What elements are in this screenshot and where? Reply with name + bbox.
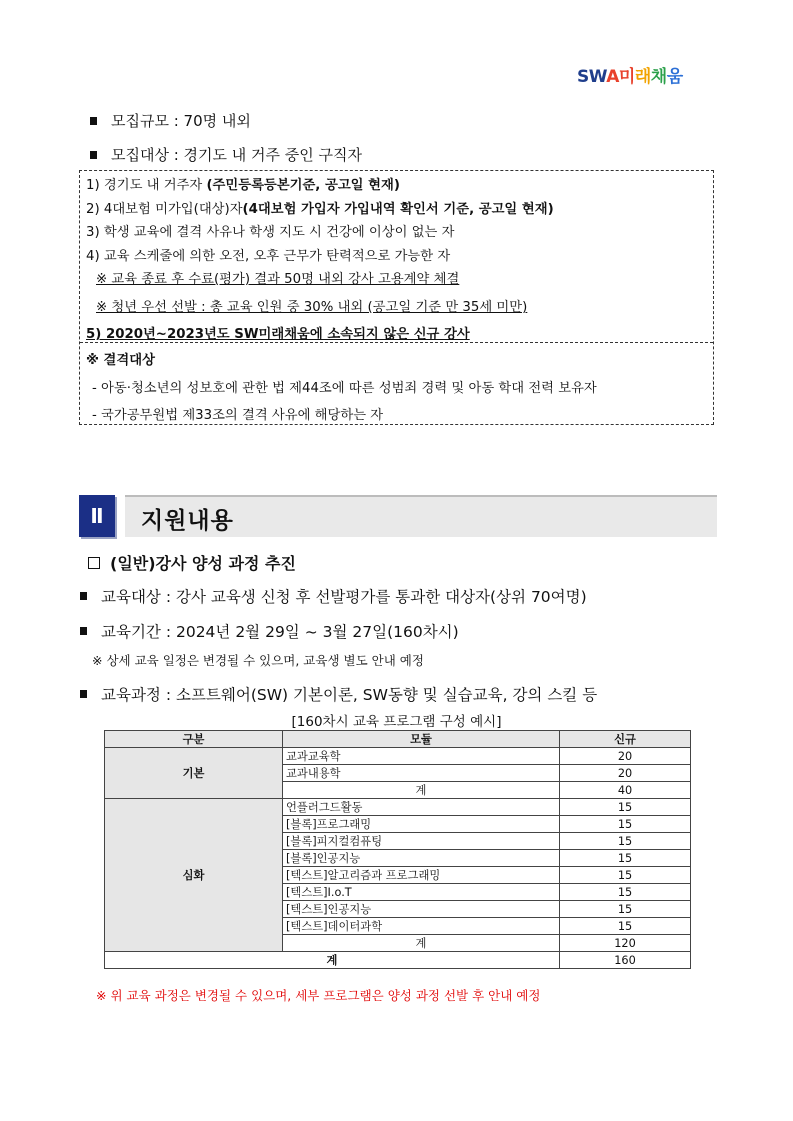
disqualification-item-1: - 아동·청소년의 성보호에 관한 법 제44조에 따른 성범죄 경력 및 아동 학대 전력 보유자	[92, 381, 597, 396]
table-row: [블록]피지컬컴퓨팅 15	[105, 833, 691, 850]
total-row	[105, 952, 691, 969]
section-number: Ⅱ	[79, 495, 115, 537]
eligibility-divider	[80, 342, 713, 343]
recruit-scale: 모집규모 : 70명 내외	[90, 110, 251, 131]
header-module: 모듈	[283, 731, 560, 748]
category-advanced: 심화	[105, 799, 283, 952]
eligibility-box	[79, 170, 714, 425]
eligibility-item-3: 3) 학생 교육에 결격 사유나 학생 지도 시 건강에 이상이 없는 자	[86, 225, 455, 240]
table-row: 교과내용학 20	[105, 765, 691, 782]
subsection-heading: (일반)강사 양성 과정 추진	[88, 551, 296, 574]
table-caption: [160차시 교육 프로그램 구성 예시]	[291, 714, 502, 730]
subtotal-row: 계 40	[105, 782, 691, 799]
program-table	[104, 730, 691, 969]
eligibility-item-5: 5) 2020년~2023년도 SW미래채움에 소속되지 않은 신규 강사	[86, 327, 470, 342]
table-header-row	[105, 731, 691, 748]
recruit-target: 모집대상 : 경기도 내 거주 중인 구직자	[90, 144, 362, 165]
logo: SWA미래채움	[577, 67, 683, 87]
section-header	[79, 495, 717, 537]
edu-course: 교육과정 : 소프트웨어(SW) 기본이론, SW동향 및 실습교육, 강의 스킬 등	[80, 683, 597, 705]
table-row: [텍스트]알고리즘과 프로그래밍 15	[105, 867, 691, 884]
total-label: 계	[105, 952, 560, 969]
section-title: 지원내용	[141, 508, 234, 534]
total-value: 160	[560, 952, 691, 969]
bullet-icon	[80, 690, 87, 698]
footnote: ※ 위 교육 과정은 변경될 수 있으며, 세부 프로그램은 양성 과정 선발 후 안내 예정	[96, 988, 541, 1003]
table-row: 기본 교과교육학 20	[105, 748, 691, 765]
eligibility-note-2: ※ 청년 우선 선발 : 총 교육 인원 중 30% 내외 (공고일 기준 만 35세 미만)	[96, 300, 528, 315]
eligibility-note-1: ※ 교육 종료 후 수료(평가) 결과 50명 내외 강사 고용계약 체결	[96, 272, 460, 287]
bullet-icon	[90, 117, 97, 125]
bullet-icon	[90, 151, 97, 159]
disqualification-item-2: - 국가공무원법 제33조의 결격 사유에 해당하는 자	[92, 408, 384, 423]
bullet-icon	[80, 592, 87, 600]
subtotal-row: 계 120	[105, 935, 691, 952]
edu-target: 교육대상 : 강사 교육생 신청 후 선발평가를 통과한 대상자(상위 70여명)	[80, 585, 587, 607]
header-category: 구분	[105, 731, 283, 748]
table-row: [블록]프로그래밍 15	[105, 816, 691, 833]
category-basic: 기본	[105, 748, 283, 799]
checkbox-icon	[88, 557, 100, 569]
table-row: [텍스트]인공지능 15	[105, 901, 691, 918]
edu-period-note: ※ 상세 교육 일정은 변경될 수 있으며, 교육생 별도 안내 예정	[92, 653, 424, 668]
table-row: [블록]인공지능 15	[105, 850, 691, 867]
header-new: 신규	[560, 731, 691, 748]
eligibility-item-4: 4) 교육 스케줄에 의한 오전, 오후 근무가 탄력적으로 가능한 자	[86, 249, 451, 264]
table-row: 심화 언플러그드활동 15	[105, 799, 691, 816]
table-row: [텍스트]I.o.T 15	[105, 884, 691, 901]
bullet-icon	[80, 627, 87, 635]
table-row: [텍스트]데이터과학 15	[105, 918, 691, 935]
disqualification-title: ※ 결격대상	[86, 353, 155, 368]
eligibility-item-2: 2) 4대보험 미가입(대상)자(4대보험 가입자 가입내역 확인서 기준, 공고일 현재)	[86, 202, 554, 217]
eligibility-item-1: 1) 경기도 내 거주자 (주민등록등본기준, 공고일 현재)	[86, 178, 400, 193]
edu-period: 교육기간 : 2024년 2월 29일 ~ 3월 27일(160차시)	[80, 620, 459, 642]
